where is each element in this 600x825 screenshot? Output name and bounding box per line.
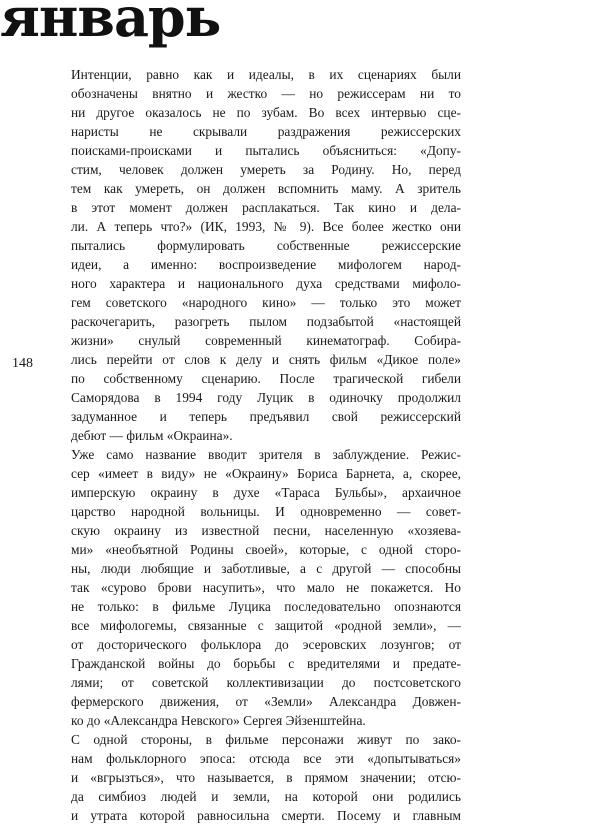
month-title: январь xyxy=(0,0,221,49)
text-line: да симбиоз людей и земли, на которой они родились xyxy=(71,789,461,804)
text-line: Саморядова в 1994 году Луцик в одиночку продолжил xyxy=(71,390,461,405)
text-line: Интенции, равно как и идеалы, в их сценариях были xyxy=(71,67,461,82)
text-line: ни другое оказалось не по зубам. Во всех интервью сце- xyxy=(71,105,461,120)
text-line: ми» «необъятной Родины своей», которые, с одной сторо- xyxy=(71,542,461,557)
text-line: стим, человек должен умереть за Родину. Но, перед xyxy=(71,162,461,177)
text-line: раскочегарить, разогреть пылом подзабытой «настоящей xyxy=(71,314,461,329)
text-line: Уже само название вводит зрителя в заблуждение. Режис- xyxy=(71,447,461,462)
text-line: ли. А теперь что?» (ИК, 1993, № 9). Все более жестко они xyxy=(71,219,461,234)
text-line: идеи, а именно: воспроизведение мифологем народ- xyxy=(71,257,461,272)
text-line: поисками-происками и пытались объясниться: «Допу- xyxy=(71,143,461,158)
text-line: так «сурово брови насупить», что мало не покажется. Но xyxy=(71,580,461,595)
text-line: ны, люди любящие и заботливые, а с другой — способны xyxy=(71,561,461,576)
text-line: жизни» снулый современный кинематограф. Собира- xyxy=(71,333,461,348)
text-line: и «вгрызться», что называется, в прямом значении; отсю- xyxy=(71,770,461,785)
text-line: тем как умереть, он должен вспомнить маму. А зритель xyxy=(71,181,461,196)
text-line: скую окраину из известной песни, населенную «хозяева- xyxy=(71,523,461,538)
paragraph-end-line: дебют — фильм «Окраина». xyxy=(71,428,233,443)
text-line: и утрата которой равносильна смерти. Посему и главным xyxy=(71,808,461,823)
text-line: фермерского движения, от «Земли» Александра Довжен- xyxy=(71,694,461,709)
text-line: нам фольклорного эпоса: отсюда все эти «допытываться» xyxy=(71,751,461,766)
text-line: не только: в фильме Луцика последовательно опознаются xyxy=(71,599,461,614)
page-number: 148 xyxy=(12,356,33,371)
text-line: по собственному сценарию. После трагической гибели xyxy=(71,371,461,386)
text-line: имперскую окраину в духе «Тараса Бульбы», архаичное xyxy=(71,485,461,500)
body-text xyxy=(71,65,461,825)
text-line: от досторического фольклора до эсеровских лозунгов; от xyxy=(71,637,461,652)
text-line: царство народной вольницы. И одновременно — совет- xyxy=(71,504,461,519)
text-line: гем советского «народного кино» — только это может xyxy=(71,295,461,310)
text-line: все мифологемы, связанные с защитой «родной земли», — xyxy=(71,618,461,633)
text-line: сер «имеет в виду» не «Окраину» Бориса Барнета, а, скорее, xyxy=(71,466,461,481)
text-line: С одной стороны, в фильме персонажи живут по зако- xyxy=(71,732,461,747)
text-line: обозначены внятно и жестко — но режиссерам ни то xyxy=(71,86,461,101)
text-line: лями; от советской коллективизации до постсоветского xyxy=(71,675,461,690)
text-line: наристы не скрывали раздражения режиссерских xyxy=(71,124,461,139)
text-line: Гражданской войны до борьбы с вредителями и предате- xyxy=(71,656,461,671)
text-line: в этот момент должен расплакаться. Так кино и дела- xyxy=(71,200,461,215)
text-line: пытались формулировать собственные режиссерские xyxy=(71,238,461,253)
paragraph-end-line: ко до «Александра Невского» Сергея Эйзенштейна. xyxy=(71,713,366,728)
text-line: лись перейти от слов к делу и снять фильм «Дикое поле» xyxy=(71,352,461,367)
text-line: ного характера и национального духа средствами мифоло- xyxy=(71,276,461,291)
text-line: задуманное и теперь предъявил свой режиссерский xyxy=(71,409,461,424)
